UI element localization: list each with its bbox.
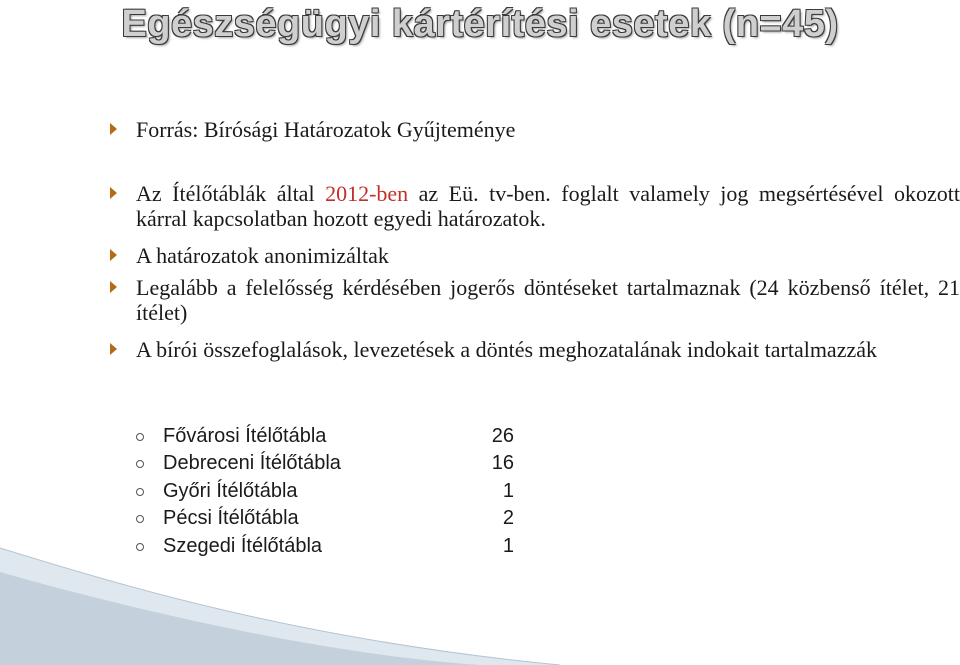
court-count: 26 [491, 425, 514, 447]
circle-bullet-icon [136, 543, 144, 551]
bullet-final-decisions [110, 275, 960, 325]
court-list-item [136, 533, 536, 560]
circle-bullet-icon [136, 433, 144, 441]
court-count: 1 [502, 480, 514, 502]
bullet-text-after: az Eü. tv-ben. foglalt valamely jog megsértésével okozott kárral kapcsolatban hozott egyedi határozatok. [136, 181, 960, 231]
court-list-item [136, 505, 536, 532]
court-name: Győri Ítélőtábla [163, 480, 298, 502]
court-name: Fővárosi Ítélőtábla [163, 425, 327, 447]
bullet-arrow-icon [110, 123, 117, 135]
bullet-source [110, 117, 940, 142]
bullet-arrow-icon [110, 281, 117, 293]
court-list-item [136, 478, 536, 505]
bullet-arrow-icon [110, 187, 117, 199]
court-count: 1 [502, 535, 514, 557]
slide-title: Egészségügyi kártérítési esetek (n=45) [121, 3, 839, 45]
court-count: 16 [491, 452, 514, 474]
bullet-text [136, 181, 960, 231]
bullet-text: A határozatok anonimizáltak [136, 243, 389, 268]
bullet-text: Legalább a felelősség kérdésében jogerős döntéseket tartalmaznak (24 közbenső ítélet, 21 ítélet) [136, 275, 960, 325]
bullet-anonymized [110, 243, 940, 268]
bullet-text: A bírói összefoglalások, levezetések a döntés meghozatalának indokait tartalmazzák [136, 337, 877, 362]
circle-bullet-icon [136, 460, 144, 468]
bullet-arrow-icon [110, 343, 117, 355]
bullet-summaries [110, 337, 960, 362]
bullet-appeal-courts [110, 181, 960, 231]
court-count: 2 [502, 507, 514, 529]
bullet-text: Forrás: Bírósági Határozatok Gyűjteménye [136, 117, 516, 142]
bullet-arrow-icon [110, 249, 117, 261]
court-name: Debreceni Ítélőtábla [163, 452, 341, 474]
circle-bullet-icon [136, 488, 144, 496]
year-highlight: 2012-ben [325, 181, 409, 206]
circle-bullet-icon [136, 515, 144, 523]
court-name: Pécsi Ítélőtábla [163, 507, 299, 529]
bullet-text-before: Az Ítélőtáblák által [136, 181, 326, 206]
court-list-item [136, 423, 536, 450]
court-name: Szegedi Ítélőtábla [163, 535, 323, 557]
court-list-item [136, 450, 536, 477]
